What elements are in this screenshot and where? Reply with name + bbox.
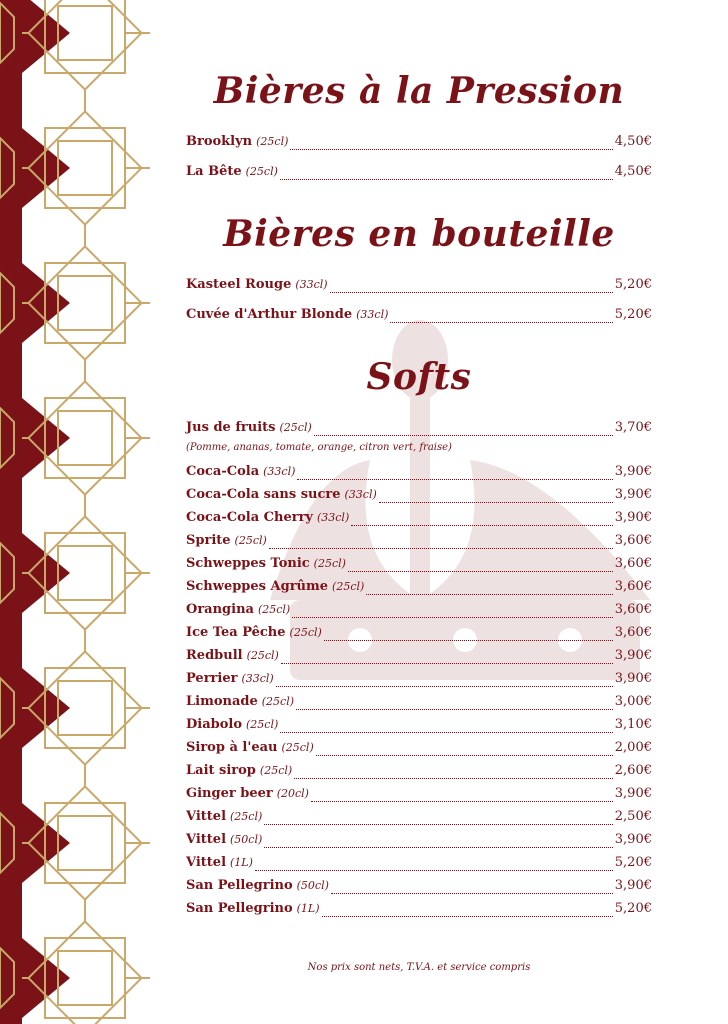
item-price: 3,00€ [614,694,652,709]
item-price: 3,90€ [614,786,652,801]
item-price: 3,90€ [614,464,652,479]
menu-item [186,809,652,829]
item-volume: (25cl) [281,741,314,754]
dot-leader [322,915,613,917]
menu-item [186,878,652,898]
dot-leader [255,869,613,871]
item-name: Ice Tea Pêche [186,625,286,640]
item-volume: (33cl) [356,308,389,321]
item-name: Limonade [186,694,258,709]
section-title-pression: Bières à la Pression [213,70,625,112]
item-name: Schweppes Tonic [186,556,310,571]
dot-leader [331,892,613,894]
item-volume: (33cl) [241,672,274,685]
dot-leader [311,800,613,802]
menu-item [186,556,652,576]
item-price: 2,00€ [614,740,652,755]
item-price: 5,20€ [614,277,652,292]
item-name: Sirop à l'eau [186,740,278,755]
item-name: Jus de fruits [186,420,276,435]
menu-item [186,901,652,921]
item-name: Kasteel Rouge [186,277,292,292]
item-price: 2,50€ [614,809,652,824]
menu-item [186,786,652,806]
item-volume: (25cl) [332,580,365,593]
item-volume: (50cl) [296,879,329,892]
item-price: 3,60€ [614,625,652,640]
item-price: 2,60€ [614,763,652,778]
item-name: Orangina [186,602,254,617]
menu-item [186,510,652,530]
item-price: 3,60€ [614,602,652,617]
item-price: 3,90€ [614,487,652,502]
item-volume: (25cl) [234,534,267,547]
item-name: Vittel [186,832,227,847]
dot-leader [316,754,613,756]
item-name: Coca-Cola [186,464,260,479]
menu-item [186,579,652,599]
menu-item [186,694,652,714]
menu-item [186,717,652,737]
dot-leader [292,616,613,618]
item-volume: (25cl) [230,810,263,823]
item-name: Cuvée d'Arthur Blonde [186,307,353,322]
item-name: Sprite [186,533,231,548]
item-price: 4,50€ [614,164,652,179]
dot-leader [297,478,612,480]
menu-item [186,832,652,852]
item-name: Diabolo [186,717,243,732]
item-name: Schweppes Agrûme [186,579,329,594]
item-name: Coca-Cola sans sucre [186,487,341,502]
menu-item [186,763,652,783]
menu-item [186,420,652,440]
item-volume: (25cl) [246,649,279,662]
item-volume: (25cl) [259,764,293,777]
dot-leader [296,708,613,710]
menu-item [186,740,652,760]
item-volume: (33cl) [344,488,377,501]
menu-item [186,625,652,645]
item-name: Coca-Cola Cherry [186,510,313,525]
item-volume: (33cl) [263,465,296,478]
dot-leader [264,846,613,848]
item-volume: (25cl) [279,421,312,434]
item-price: 3,90€ [614,832,652,847]
item-name: San Pellegrino [186,901,293,916]
dot-leader [351,524,613,526]
dot-leader [280,178,613,180]
item-volume: (25cl) [257,603,291,616]
dot-leader [348,570,613,572]
item-volume: (25cl) [246,718,279,731]
item-volume: (25cl) [289,626,322,639]
item-volume: (25cl) [313,557,346,570]
item-price: 5,20€ [614,855,652,870]
item-volume: (33cl) [295,278,328,291]
menu-item [186,487,652,507]
dot-leader [314,434,613,436]
dot-leader [366,593,612,595]
item-price: 4,50€ [614,134,652,149]
item-volume: (25cl) [256,135,289,148]
item-price: 5,20€ [614,307,652,322]
section-title-softs: Softs [366,356,472,398]
item-name: Brooklyn [186,134,253,149]
dot-leader [290,148,612,150]
item-price: 3,90€ [614,648,652,663]
section-title-bouteille: Bières en bouteille [223,213,615,255]
item-price: 3,60€ [614,533,652,548]
item-price: 3,90€ [614,510,652,525]
menu-item [186,671,652,691]
menu-item [186,855,652,875]
menu-item [186,533,652,553]
dot-leader [280,731,613,733]
item-name: Perrier [186,671,238,686]
item-price: 3,90€ [614,671,652,686]
menu-item [186,164,652,184]
item-price: 3,90€ [614,878,652,893]
footer-note: Nos prix sont nets, T.V.A. et service compris [307,962,531,973]
dot-leader [281,662,613,664]
menu-item [186,134,652,154]
menu-item [186,464,652,484]
item-price: 3,60€ [614,579,652,594]
geometric-star-border [0,0,150,1024]
dot-leader [276,685,613,687]
dot-leader [324,639,613,641]
menu-item [186,277,652,297]
dot-leader [330,291,613,293]
item-volume: (50cl) [230,833,263,846]
item-name: Lait sirop [186,763,256,778]
item-volume: (1L) [296,902,320,915]
item-name: Redbull [186,648,243,663]
item-price: 3,70€ [614,420,652,435]
item-name: La Bête [186,164,242,179]
item-name: Vittel [186,809,227,824]
menu-item [186,648,652,668]
item-volume: (1L) [230,856,253,869]
dot-leader [269,547,613,549]
item-volume: (33cl) [316,511,350,524]
item-name: San Pellegrino [186,878,293,893]
dot-leader [294,777,613,779]
item-volume: (25cl) [245,165,278,178]
item-volume: (25cl) [261,695,295,708]
dot-leader [264,823,613,825]
juice-flavors-note: (Pomme, ananas, tomate, orange, citron vert, fraise) [186,442,452,453]
menu-item [186,602,652,622]
item-price: 3,60€ [614,556,652,571]
item-name: Ginger beer [186,786,273,801]
menu-item [186,307,652,327]
dot-leader [390,321,612,323]
item-price: 5,20€ [614,901,652,916]
dot-leader [379,501,613,503]
item-price: 3,10€ [614,717,652,732]
item-volume: (20cl) [276,787,309,800]
item-name: Vittel [186,855,227,870]
